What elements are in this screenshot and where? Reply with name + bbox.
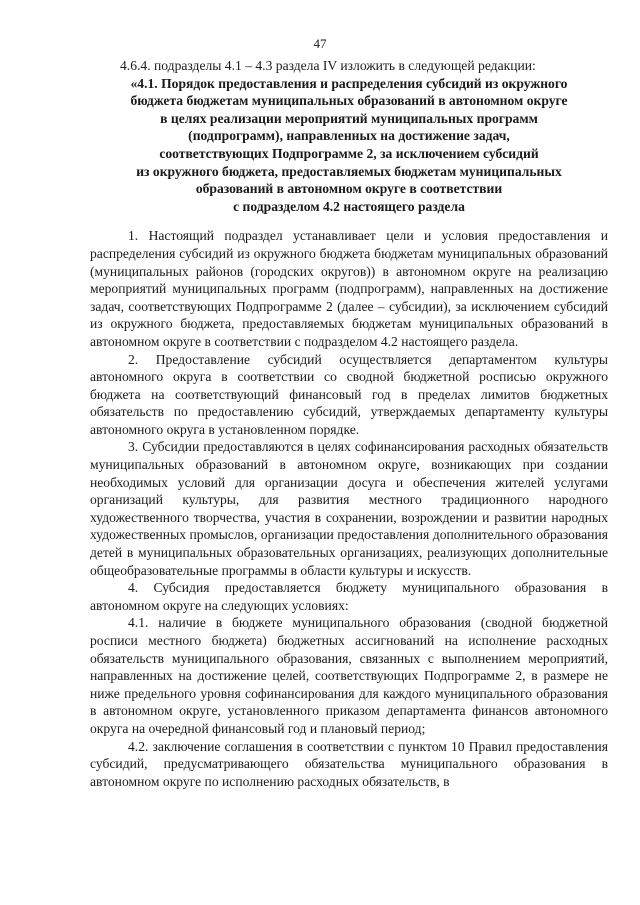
heading-line: из окружного бюджета, предоставляемых бюджетам муниципальных xyxy=(136,163,562,179)
paragraph-4: 4. Субсидия предоставляется бюджету муниципального образования в автономном округе на следующих условиях: xyxy=(90,580,608,613)
heading-line: с подразделом 4.2 настоящего раздела xyxy=(233,198,465,214)
paragraph-4-2: 4.2. заключение соглашения в соответствии с пунктом 10 Правил предоставления субсидий, предусматривающего обязательства муниципального образования в автономном округе по исполнению расходных обязательств, в xyxy=(90,738,608,789)
heading-line: (подпрограмм), направленных на достижение задач, xyxy=(188,128,510,144)
intro-line: 4.6.4. подразделы 4.1 – 4.3 раздела IV изложить в следующей редакции: xyxy=(120,58,536,73)
heading-line: «4.1. Порядок предоставления и распределения субсидий из окружного xyxy=(130,75,568,91)
heading-line: в целях реализации мероприятий муниципальных программ xyxy=(160,110,538,126)
heading-line: соответствующих Подпрограмме 2, за исключением субсидий xyxy=(159,145,539,161)
heading-line: образований в автономном округе в соответствии xyxy=(195,181,503,197)
paragraph-4-1: 4.1. наличие в бюджете муниципального образования (сводной бюджетной росписи местного бюджета) бюджетных ассигнований на исполнение расходных обязательств муниципального образования, связанных с выполнением мероприятий, направленных на достижение целей, соответствующих Подпрограмме 2, в размере не ниже предельного уровня софинансирования для каждого муниципального образования в автономном округе, установленного приказом департамента финансов автономного округа на очередной финансовый год и плановый период; xyxy=(90,615,608,736)
paragraph-2: 2. Предоставление субсидий осуществляется департаментом культуры автономного округа в соответствии со сводной бюджетной росписью окружного бюджета на соответствующий финансовый год в пределах лимитов бюджетных обязательств по предоставлению субсидий, утверждаемых департаменту культуры автономного округа в установленном порядке. xyxy=(90,351,608,437)
page-number: 47 xyxy=(313,36,327,51)
document-body xyxy=(90,57,608,790)
section-heading xyxy=(90,75,608,216)
heading-line: бюджета бюджетам муниципальных образований в автономном округе xyxy=(130,93,568,109)
paragraph-1: 1. Настоящий подраздел устанавливает цели и условия предоставления и распределения субсидий из окружного бюджета бюджетам муниципальных образований (муниципальных районов (городских округов)) в автономном округе на реализацию мероприятий муниципальных программ (подпрограмм), направленных на достижение задач, соответствующих Подпрограмме 2 (далее – субсидии), за исключением субсидий из окружного бюджета, предоставляемых бюджетам муниципальных образований в автономном округе в соответствии с подразделом 4.2 настоящего раздела. xyxy=(90,228,608,349)
paragraph-3: 3. Субсидии предоставляются в целях софинансирования расходных обязательств муниципальных образований в автономном округе, возникающих при создании необходимых условий для организации досуга и обеспечения жителей услугами организаций культуры, для развития местного традиционного народного художественного творчества, участия в сохранении, возрождении и развитии народных художественных промыслов, организации предоставления дополнительного образования детей в муниципальных образовательных организациях, реализующих дополнительные общеобразовательные программы в области культуры и искусств. xyxy=(90,439,608,578)
